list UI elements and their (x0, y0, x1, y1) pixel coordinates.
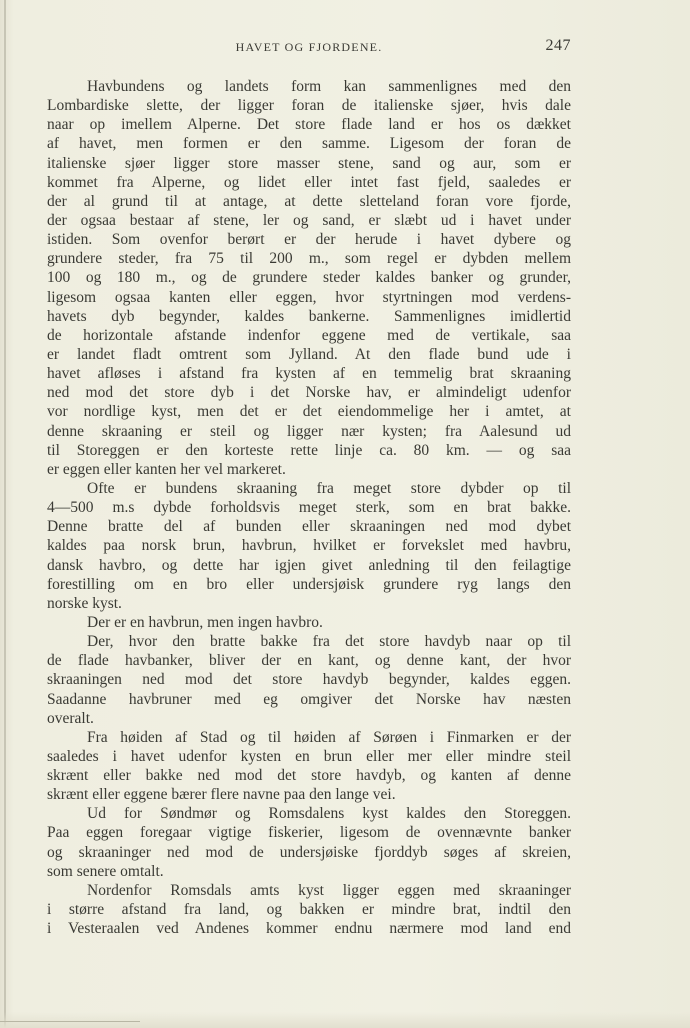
text-line: dansk havbro, og dette har igjen givet anledning til den feilagtige (47, 556, 571, 574)
text-line: i Vesteraalen ved Andenes kommer endnu nærmere mod land end (47, 920, 571, 938)
text-line: er eggen eller kanten her vel markeret. (47, 460, 286, 478)
bottom-edge-line (0, 1021, 140, 1022)
text-line: skrænt eller eggene bærer flere navne paa den lange vei. (47, 786, 396, 804)
text-line: kommet fra Alperne, og lidet eller intet fast fjeld, saaledes er (47, 173, 571, 191)
text-line: 4—500 m.s dybde forholdsvis meget sterk, som en brat bakke. (47, 499, 571, 517)
text-line: Havbundens og landets form kan sammenlignes med den (87, 78, 571, 95)
text-line: overalt. (47, 709, 94, 727)
text-line: forestilling om en bro eller undersjøisk grundere ryg langs den (47, 575, 571, 593)
text-line: havet afløses i afstand fra kysten af en temmelig brat skraaning (47, 365, 571, 383)
text-line: af havet, men formen er den samme. Ligesom der foran de (47, 135, 571, 153)
body-text (47, 77, 571, 938)
text-line: skrænt eller bakke ned mod det store havdyb, og kanten af denne (47, 767, 571, 785)
text-line: norske kyst. (47, 594, 122, 612)
text-line: ligesom ogsaa kanten eller eggen, hvor styrtningen mod verdens- (47, 288, 571, 306)
bottom-edge-shade (0, 1012, 690, 1028)
text-line: saaledes i havet udenfor kysten en brun eller mer eller mindre steil (47, 747, 571, 765)
text-line: som senere omtalt. (47, 862, 164, 880)
text-line: Ofte er bundens skraaning fra meget store dybder op til (87, 479, 571, 497)
text-line: Nordenfor Romsdals amts kyst ligger eggen med skraaninger (87, 881, 571, 899)
text-line: kaldes paa norsk brun, havbrun, hvilket er forvekslet med havbru, (47, 537, 571, 555)
page-number: 247 (545, 37, 571, 54)
text-line: i større afstand fra land, og bakken er mindre brat, indtil den (47, 901, 571, 919)
text-line: havets dyb begynder, kaldes bankerne. Sammenlignes imidlertid (47, 307, 571, 325)
text-line: grundere steder, fra 75 til 200 m., som regel er dybden mellem (47, 250, 571, 268)
running-title: HAVET OG FJORDENE. (235, 40, 383, 54)
text-line: Lombardiske slette, der ligger foran de italienske sjøer, hvis dale (47, 97, 571, 115)
text-line: der al grund til at antage, at dette sletteland foran vore fjorde, (47, 192, 571, 210)
page-header (47, 37, 571, 57)
text-line: italienske sjøer ligger store masser stene, sand og aur, som er (47, 154, 571, 172)
text-line: til Storeggen er den korteste rette linje ca. 80 km. — og saa (47, 441, 571, 459)
text-line: vor nordlige kyst, men det er det eiendommelige her i amtet, at (47, 403, 571, 421)
text-line: skraaningen ned mod det store havdyb begynder, kaldes eggen. (47, 671, 571, 689)
text-line: ned mod det store dyb i det Norske hav, er almindeligt udenfor (47, 384, 571, 402)
text-line: der ogsaa bestaar af stene, ler og sand, er slæbt ud i havet under (47, 211, 571, 229)
text-line: denne skraaning er steil og ligger nær kysten; fra Aalesund ud (47, 422, 571, 440)
text-line: Saadanne havbruner med eg omgiver det Norske hav næsten (47, 690, 571, 708)
text-line: de horizontale afstande indenfor eggene med de vertikale, saa (47, 326, 571, 344)
text-line: naar op imellem Alperne. Det store flade land er hos os dækket (47, 116, 571, 134)
text-line: istiden. Som ovenfor berørt er der herude i havet dybere og (47, 231, 571, 249)
text-line: Denne bratte del af bunden eller skraaningen ned mod dybet (47, 518, 571, 536)
text-line: Fra høiden af Stad og til høiden af Sørøen i Finmarken er der (87, 728, 571, 746)
text-line: Ud for Søndmør og Romsdalens kyst kaldes den Storeggen. (87, 805, 571, 823)
text-line: Der er en havbrun, men ingen havbro. (87, 613, 323, 631)
text-line: og skraaninger ned mod de undersjøiske fjorddyb søges af skreien, (47, 843, 571, 861)
text-line: er landet fladt omtrent som Jylland. At den flade bund ude i (47, 345, 571, 363)
text-line: Paa eggen foregaar vigtige fiskerier, ligesom de ovennævnte banker (47, 824, 571, 842)
text-line: 100 og 180 m., og de grundere steder kaldes banker og grunder, (47, 269, 571, 287)
text-line: Der, hvor den bratte bakke fra det store havdyb naar op til (87, 633, 571, 651)
text-line: de flade havbanker, bliver der en kant, og denne kant, der hvor (47, 652, 571, 670)
page-spine-edge (4, 0, 6, 1028)
